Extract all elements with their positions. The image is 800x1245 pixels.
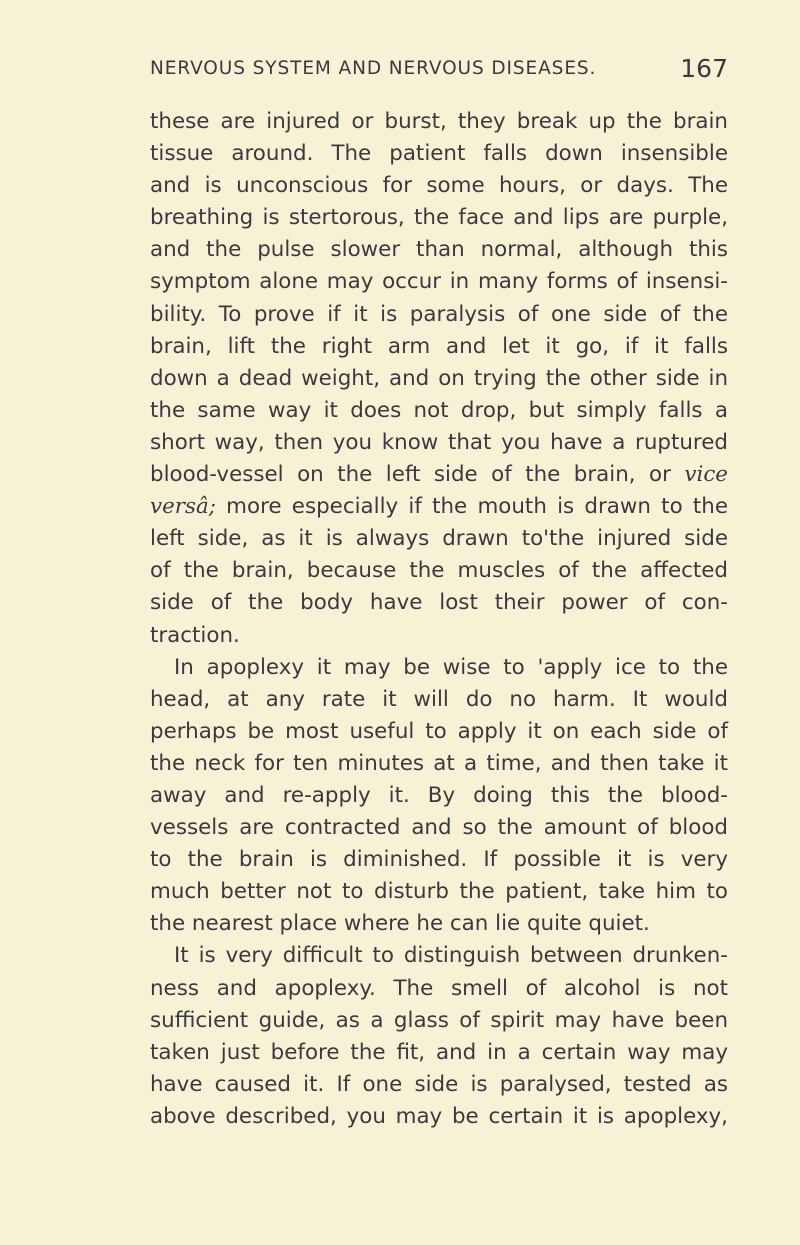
text-line: symptom alone may occur in many forms of insensi-: [150, 269, 728, 295]
text-line: breathing is stertorous, the face and lips are purple,: [150, 205, 728, 231]
text-line: and the pulse slower than normal, although this: [150, 237, 728, 263]
text-line: head, at any rate it will do no harm. It would: [150, 686, 728, 712]
text-line: In apoplexy it may be wise to 'apply ice to the: [174, 654, 728, 680]
text-line: [150, 459, 728, 491]
text-line: and is unconscious for some hours, or days. The: [150, 173, 728, 199]
text-line: away and re-apply it. By doing this the blood-: [150, 782, 728, 808]
text-line: much better not to disturb the patient, take him to: [150, 879, 728, 905]
text-line: left side, as it is always drawn to'the injured side: [150, 526, 728, 552]
page-header: [150, 54, 728, 88]
text-line: traction.: [150, 622, 240, 648]
text-line: bility. To prove if it is paralysis of one side of the: [150, 301, 728, 327]
text-line: of the brain, because the muscles of the affected: [150, 558, 728, 584]
text-line: side of the body have lost their power of con-: [150, 590, 728, 616]
text-line: to the brain is diminished. If possible it is very: [150, 847, 728, 873]
text-segment: more especially if the mouth is drawn to the: [226, 494, 728, 520]
text-line: short way, then you know that you have a ruptured: [150, 429, 728, 455]
text-line: above described, you may be certain it is apoplexy,: [150, 1103, 728, 1129]
text-line: [150, 491, 728, 523]
text-line: brain, lift the right arm and let it go, if it falls: [150, 333, 728, 359]
text-line: have caused it. If one side is paralysed, tested as: [150, 1071, 728, 1097]
text-line: taken just before the fit, and in a certain way may: [150, 1039, 728, 1065]
body-text: [150, 106, 728, 1133]
text-line: ness and apoplexy. The smell of alcohol is not: [150, 975, 728, 1001]
page-number: 167: [680, 54, 728, 83]
text-line: the nearest place where he can lie quite quiet.: [150, 911, 650, 937]
text-line: the same way it does not drop, but simply falls a: [150, 397, 728, 423]
text-line: these are injured or burst, they break up the brain: [150, 109, 728, 134]
text-line: the neck for ten minutes at a time, and then take it: [150, 750, 728, 776]
text-segment: blood-vessel on the left side of the brain, or: [150, 462, 671, 488]
text-line: perhaps be most useful to apply it on each side of: [150, 718, 728, 744]
text-line: vessels are contracted and so the amount of blood: [150, 815, 728, 841]
text-line: sufficient guide, as a glass of spirit may have been: [150, 1007, 728, 1033]
italic-phrase: vice: [684, 462, 728, 488]
text-line: tissue around. The patient falls down insensible: [150, 141, 728, 167]
text-line: It is very difficult to distinguish between drunken-: [174, 943, 728, 969]
text-line: down a dead weight, and on trying the other side in: [150, 365, 728, 391]
italic-phrase: versâ;: [150, 494, 216, 520]
running-head: NERVOUS SYSTEM AND NERVOUS DISEASES.: [150, 58, 597, 79]
